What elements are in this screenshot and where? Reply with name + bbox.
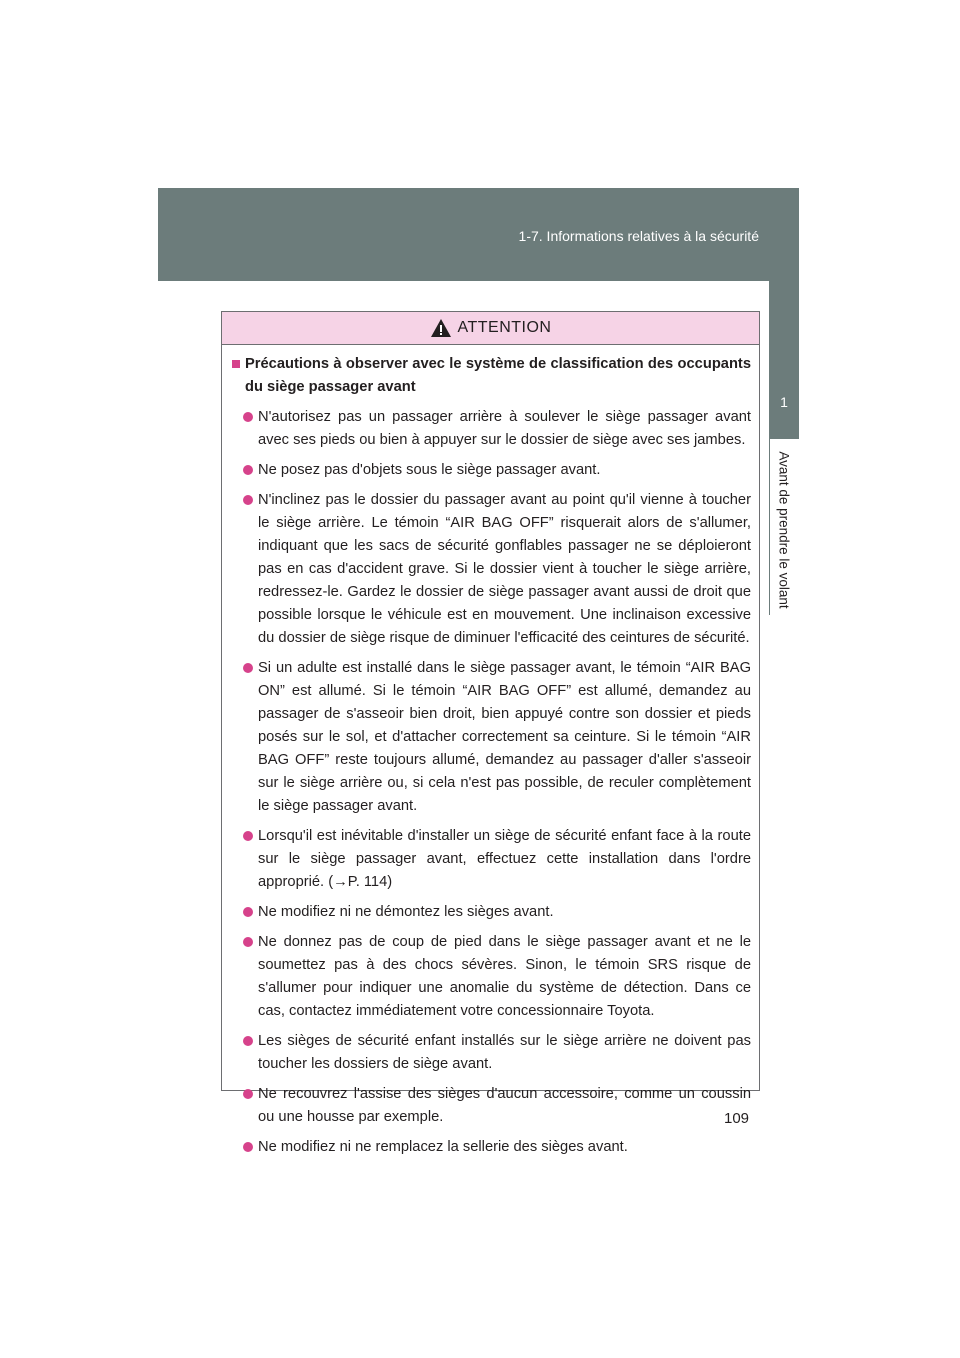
list-item-text: Lorsqu'il est inévitable d'installer un siège de sécurité enfant face à la route sur le siège passager avant, effectuez cette installation dans l'ordre approprié. (→P. 114) bbox=[258, 828, 751, 890]
list-item bbox=[232, 1030, 751, 1076]
bullet-icon bbox=[243, 465, 253, 475]
list-item bbox=[232, 931, 751, 1023]
bullet-icon bbox=[243, 495, 253, 505]
bullet-icon bbox=[243, 1089, 253, 1099]
section-heading-text: Précautions à observer avec le système de classification des occupants du siège passager avant bbox=[245, 356, 751, 395]
bullet-icon bbox=[243, 1142, 253, 1152]
list-item bbox=[232, 1136, 751, 1159]
square-bullet-icon bbox=[232, 360, 240, 368]
list-item bbox=[232, 489, 751, 650]
list-item-text: N'autorisez pas un passager arrière à soulever le siège passager avant avec ses pieds ou bien à appuyer sur le dossier de siège avec ses jambes. bbox=[258, 409, 751, 448]
chapter-label: Avant de prendre le volant bbox=[776, 451, 792, 609]
warning-content bbox=[232, 353, 751, 1159]
bullet-icon bbox=[243, 831, 253, 841]
bullet-icon bbox=[243, 412, 253, 422]
list-item bbox=[232, 1083, 751, 1129]
list-item bbox=[232, 459, 751, 482]
list-item bbox=[232, 657, 751, 818]
list-item-text: Ne recouvrez l'assise des sièges d'aucun accessoire, comme un coussin ou une housse par exemple. bbox=[258, 1086, 751, 1125]
bullet-icon bbox=[243, 1036, 253, 1046]
list-item-text: Les sièges de sécurité enfant installés sur le siège arrière ne doivent pas toucher les dossiers de siège avant. bbox=[258, 1033, 751, 1072]
bullet-icon bbox=[243, 907, 253, 917]
list-item-text: Ne modifiez ni ne démontez les sièges avant. bbox=[258, 904, 554, 920]
chapter-number: 1 bbox=[780, 394, 788, 410]
chapter-tab bbox=[769, 281, 799, 439]
list-item bbox=[232, 901, 751, 924]
page-number: 109 bbox=[724, 1110, 750, 1127]
section-title: 1-7. Informations relatives à la sécurité bbox=[518, 228, 759, 244]
list-item bbox=[232, 825, 751, 894]
list-item-text: Ne modifiez ni ne remplacez la sellerie des sièges avant. bbox=[258, 1139, 628, 1155]
warning-header bbox=[222, 312, 759, 345]
bullet-icon bbox=[243, 663, 253, 673]
list-item-text: Ne donnez pas de coup de pied dans le siège passager avant et ne le soumettez pas à des chocs sévères. Sinon, le témoin SRS risque de s'allumer pour indiquer une anomalie du système de détection. Dans ce cas, contactez immédiatement votre concessionnaire Toyota. bbox=[258, 934, 751, 1019]
list-item bbox=[232, 406, 751, 452]
warning-triangle-icon bbox=[430, 318, 452, 338]
list-item-text: N'inclinez pas le dossier du passager avant au point qu'il vienne à toucher le siège arrière. Le témoin “AIR BAG OFF” risquerait alors de s'allumer, indiquant que les sacs de sécurité gonflables passager ne se déploieront pas en cas d'accident grave. Si le dossier vient à toucher le siège arrière, redressez-le. Gardez le dossier de siège passager avant aussi de droit que possible lorsque le véhicule est en mouvement. Une inclinaison excessive du dossier de siège risque de diminuer l'efficacité des ceintures de sécurité. bbox=[258, 492, 751, 646]
bullet-icon bbox=[243, 937, 253, 947]
warning-title: ATTENTION bbox=[457, 319, 552, 336]
list-item-text: Si un adulte est installé dans le siège passager avant, le témoin “AIR BAG ON” est allumé. Si le témoin “AIR BAG OFF” est allumé, demandez au passager de s'asseoir bien droit, bien appuyé contre son dossier et pieds posés sur le sol, et d'attacher correctement sa ceinture. Si le témoin “AIR BAG OFF” reste toujours allumé, demandez au passager d'aller s'asseoir sur le siège arrière ou, si cela n'est pas possible, de reculer complètement le siège passager avant. bbox=[258, 660, 751, 814]
section-heading bbox=[232, 353, 751, 399]
list-item-text: Ne posez pas d'objets sous le siège passager avant. bbox=[258, 462, 601, 478]
header-band bbox=[158, 188, 799, 281]
